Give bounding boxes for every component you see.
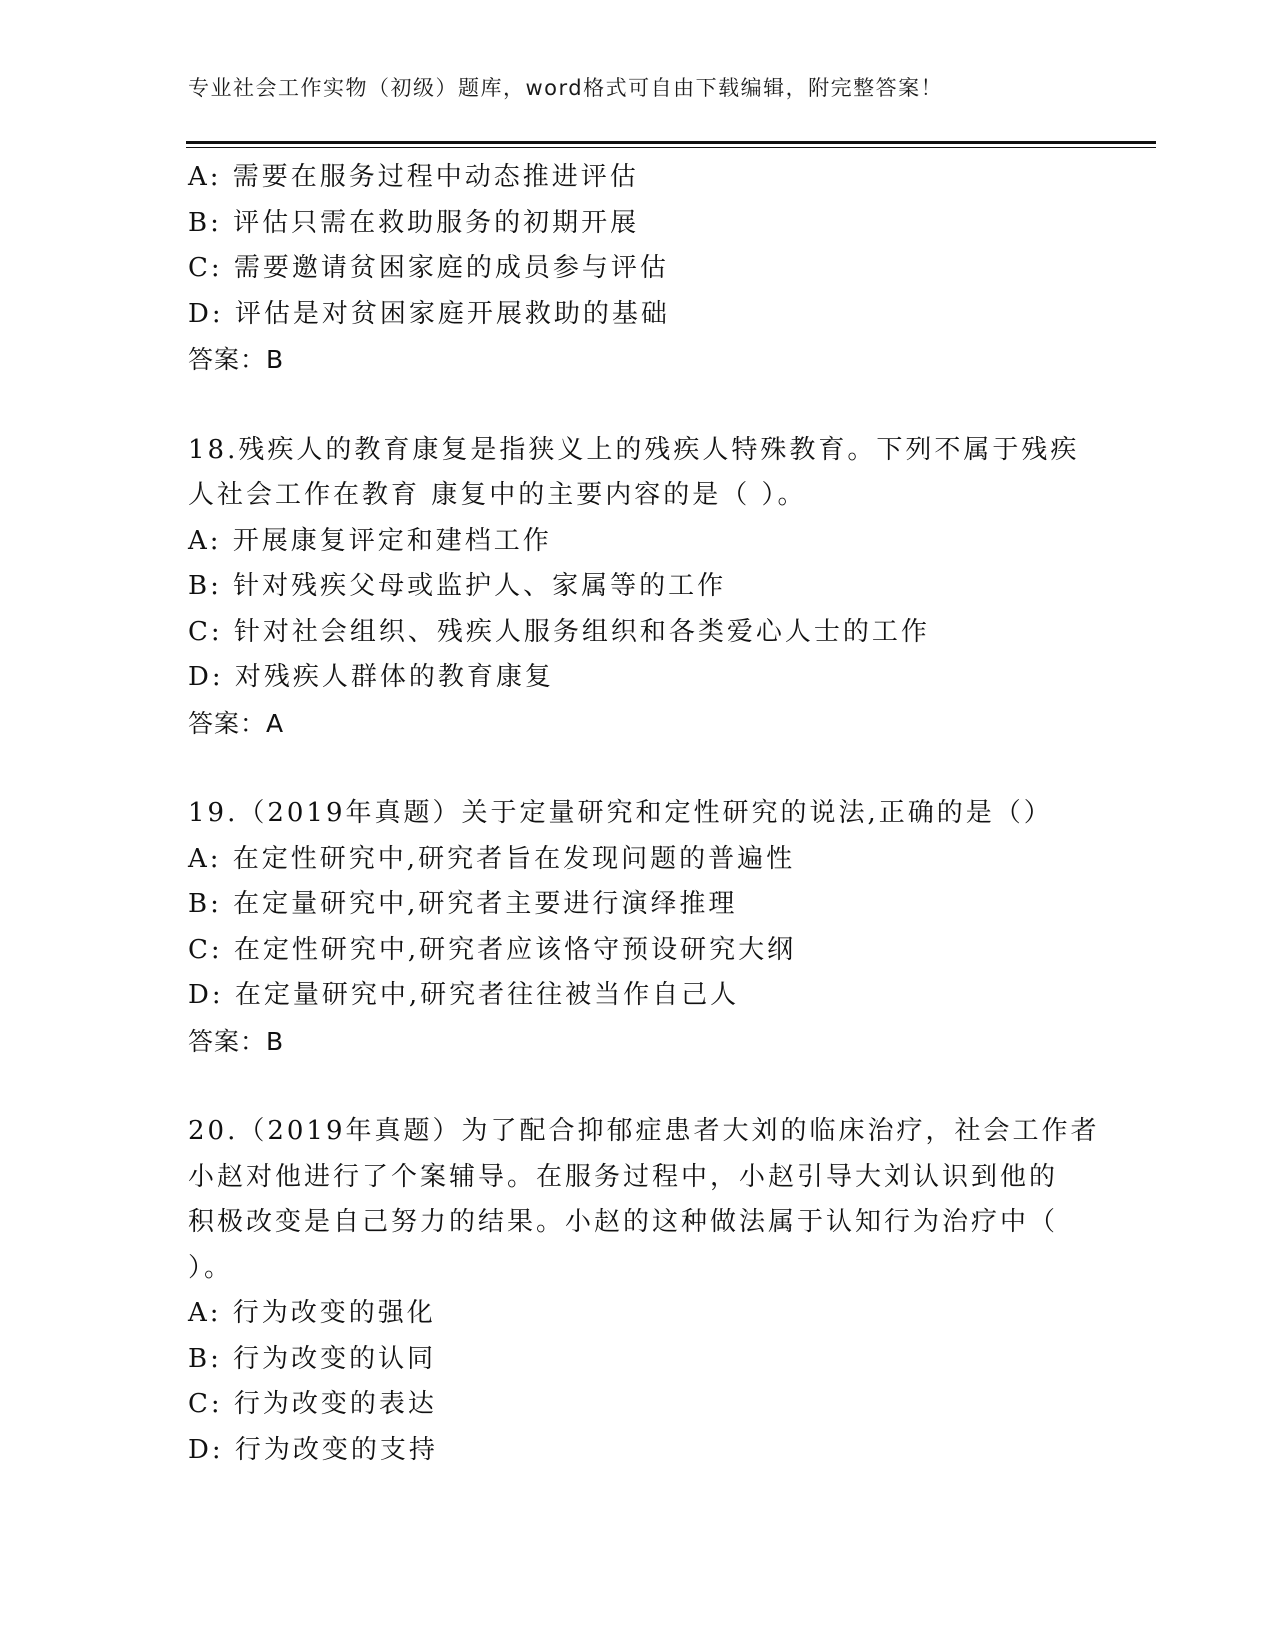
question-stem: 积极改变是自己努力的结果。小赵的这种做法属于认知行为治疗中（ — [188, 1207, 1059, 1237]
option-d: D: 评估是对贫困家庭开展救助的基础 — [188, 298, 670, 329]
option-b: B: 在定量研究中,研究者主要进行演绎推理 — [188, 889, 738, 919]
question-18 — [188, 428, 1088, 747]
question-20 — [188, 1109, 1100, 1473]
option-a: A: 在定性研究中,研究者旨在发现问题的普遍性 — [188, 843, 796, 874]
option-c: C: 在定性研究中,研究者应该恪守预设研究大纲 — [188, 934, 797, 965]
header-divider — [186, 141, 1156, 144]
answer: 答案：B — [188, 345, 285, 374]
question-stem: 20.（2019年真题）为了配合抑郁症患者大刘的临床治疗，社会工作者 — [188, 1116, 1100, 1146]
option-c: C: 需要邀请贫困家庭的成员参与评估 — [188, 253, 669, 283]
header-divider-thin — [186, 147, 1156, 148]
option-b: B: 针对残疾父母或监护人、家属等的工作 — [188, 571, 727, 601]
option-a: A: 需要在服务过程中动态推进评估 — [188, 162, 639, 192]
option-b: B: 行为改变的认同 — [188, 1343, 437, 1374]
option-a: A: 行为改变的强化 — [188, 1298, 436, 1328]
option-a: A: 开展康复评定和建档工作 — [188, 525, 552, 556]
option-d: D: 对残疾人群体的教育康复 — [188, 662, 554, 692]
question-stem: 18.残疾人的教育康复是指狭义上的残疾人特殊教育。下列不属于残疾 — [188, 434, 1080, 465]
option-d: D: 行为改变的支持 — [188, 1434, 438, 1465]
option-c: C: 行为改变的表达 — [188, 1389, 437, 1419]
option-c: C: 针对社会组织、残疾人服务组织和各类爱心人士的工作 — [188, 616, 930, 647]
answer: 答案：B — [188, 1026, 285, 1056]
question-19 — [188, 791, 1088, 1064]
option-b: B: 评估只需在救助服务的初期开展 — [188, 207, 640, 238]
question-stem: ）。 — [188, 1252, 234, 1283]
document-body — [188, 155, 1100, 1473]
answer: 答案：A — [188, 708, 285, 738]
page-header-title: 专业社会工作实物（初级）题库，word格式可自由下载编辑，附完整答案！ — [188, 76, 944, 100]
option-d: D: 在定量研究中,研究者往往被当作自己人 — [188, 980, 740, 1010]
question-stem: 小赵对他进行了个案辅导。在服务过程中，小赵引导大刘认识到他的 — [188, 1161, 1059, 1192]
question-stem: 人社会工作在教育 康复中的主要内容的是（ ）。 — [188, 480, 807, 510]
question-stem: 19.（2019年真题）关于定量研究和定性研究的说法,正确的是（） — [188, 798, 1053, 828]
question-17 — [188, 155, 1088, 383]
